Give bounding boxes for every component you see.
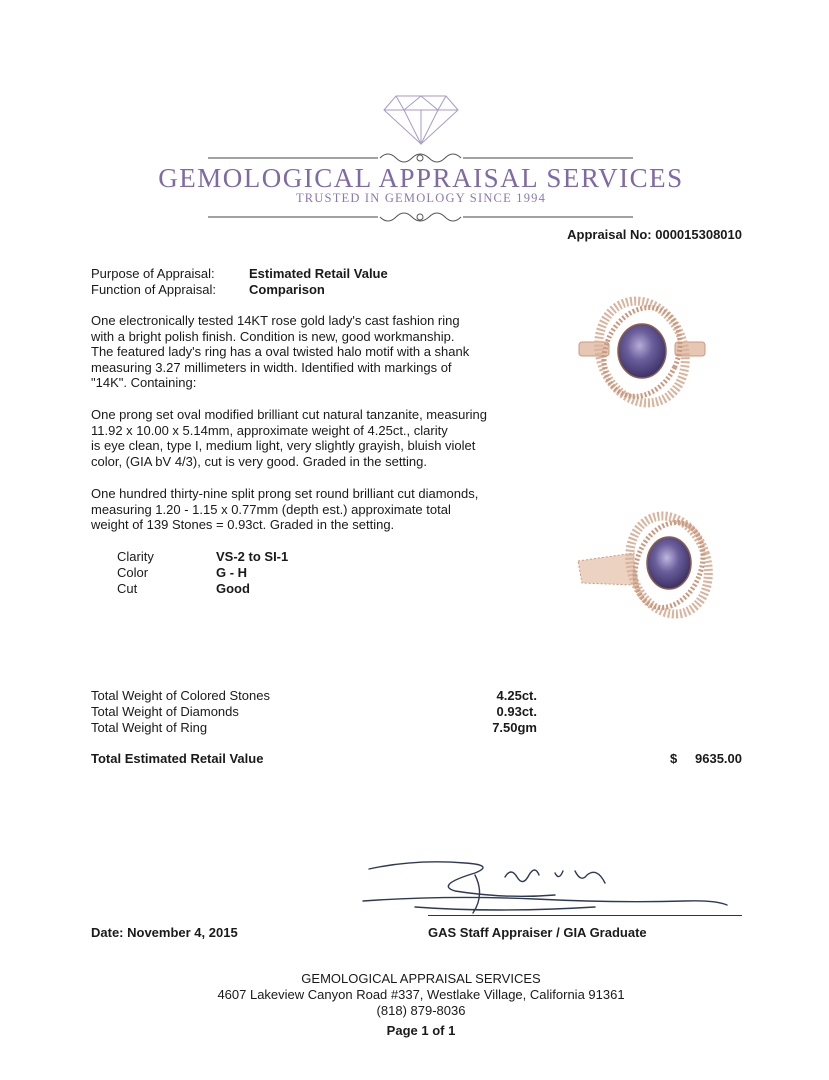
color-value: G - H: [216, 565, 248, 580]
appraiser-title: GAS Staff Appraiser / GIA Graduate: [428, 925, 647, 940]
page-number: Page 1 of 1: [386, 1023, 456, 1038]
company-logo-name: GEMOLOGICAL APPRAISAL SERVICES: [158, 163, 684, 193]
color-label: Color: [117, 565, 149, 580]
clarity-label: Clarity: [117, 549, 154, 564]
company-tagline: TRUSTED IN GEMOLOGY SINCE 1994: [295, 191, 547, 205]
function-value: Comparison: [249, 282, 325, 297]
colored-stones-weight-value: 4.25ct.: [496, 688, 537, 703]
footer-company-name: GEMOLOGICAL APPRAISAL SERVICES: [301, 971, 541, 986]
purpose-label: Purpose of Appraisal:: [91, 266, 215, 281]
colored-stones-weight-label: Total Weight of Colored Stones: [91, 688, 270, 703]
footer-phone: (818) 879-8036: [376, 1003, 466, 1018]
ring-weight-label: Total Weight of Ring: [91, 720, 208, 735]
ornament-rule-bottom: [208, 207, 633, 227]
footer-address: 4607 Lakeview Canyon Road #337, Westlake Village, California 91361: [217, 987, 625, 1002]
ring-weight-value: 7.50gm: [492, 720, 537, 735]
description-paragraph-1: One electronically tested 14KT rose gold lady's cast fashion ring with a bright polish finish. Condition is new, good workmanship. The featured lady's ring has a oval twisted halo motif with a shank measuring 3.27 millimeters in width. Identified with markings of "14K". Containing:: [91, 313, 470, 391]
signature-line: [428, 915, 742, 916]
diamonds-weight-label: Total Weight of Diamonds: [91, 704, 239, 719]
total-value-label: Total Estimated Retail Value: [91, 751, 264, 766]
currency-symbol: $: [670, 751, 678, 766]
cut-value: Good: [216, 581, 250, 596]
appraisal-number: Appraisal No: 000015308010: [567, 227, 742, 242]
function-label: Function of Appraisal:: [91, 282, 217, 297]
diamond-logo-icon: [382, 94, 460, 146]
appraisal-date: Date: November 4, 2015: [91, 925, 238, 940]
clarity-value: VS-2 to SI-1: [216, 549, 289, 564]
description-paragraph-3: One hundred thirty-nine split prong set round brilliant cut diamonds, measuring 1.20 - 1.15 x 0.77mm (depth est.) approximate total weight of 139 Stones = 0.93ct. Graded in the setting.: [91, 486, 479, 533]
total-value-amount: 9635.00: [695, 751, 742, 766]
ring-photo-angled-view: [574, 503, 714, 628]
purpose-value: Estimated Retail Value: [249, 266, 388, 281]
diamonds-weight-value: 0.93ct.: [496, 704, 537, 719]
cut-label: Cut: [117, 581, 138, 596]
ring-photo-top-view: [577, 296, 707, 416]
description-paragraph-2: One prong set oval modified brilliant cut natural tanzanite, measuring 11.92 x 10.00 x 5.14mm, approximate weight of 4.25ct., clarity is eye clean, type I, medium light, very slightly grayish, bluish violet color, (GIA bV 4/3), cut is very good. Graded in the setting.: [91, 407, 487, 469]
